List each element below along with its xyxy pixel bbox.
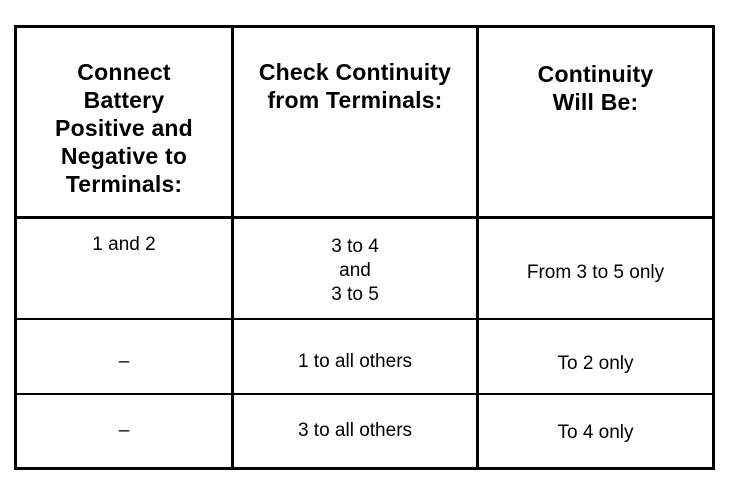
continuity-test-table (14, 25, 715, 470)
row2-connect-terminals: – (118, 351, 130, 372)
row1-continuity-result: From 3 to 5 only (526, 262, 665, 283)
row3-check-terminals: 3 to all others (297, 420, 413, 441)
row1-check-terminals: 3 to 4 and 3 to 5 (331, 236, 379, 305)
header-continuity-will-be: Continuity Will Be: (537, 61, 654, 115)
row2-check-terminals: 1 to all others (297, 351, 413, 372)
header-connect-battery: Connect Battery Positive and Negative to Terminals: (55, 59, 193, 197)
row2-continuity-result: To 2 only (557, 353, 634, 374)
header-divider (17, 216, 712, 219)
row-divider-1 (17, 318, 712, 320)
row3-continuity-result: To 4 only (557, 422, 634, 443)
header-check-continuity: Check Continuity from Terminals: (258, 59, 452, 113)
row-divider-2 (17, 393, 712, 395)
row1-connect-terminals: 1 and 2 (92, 234, 156, 255)
row3-connect-terminals: – (118, 420, 130, 441)
